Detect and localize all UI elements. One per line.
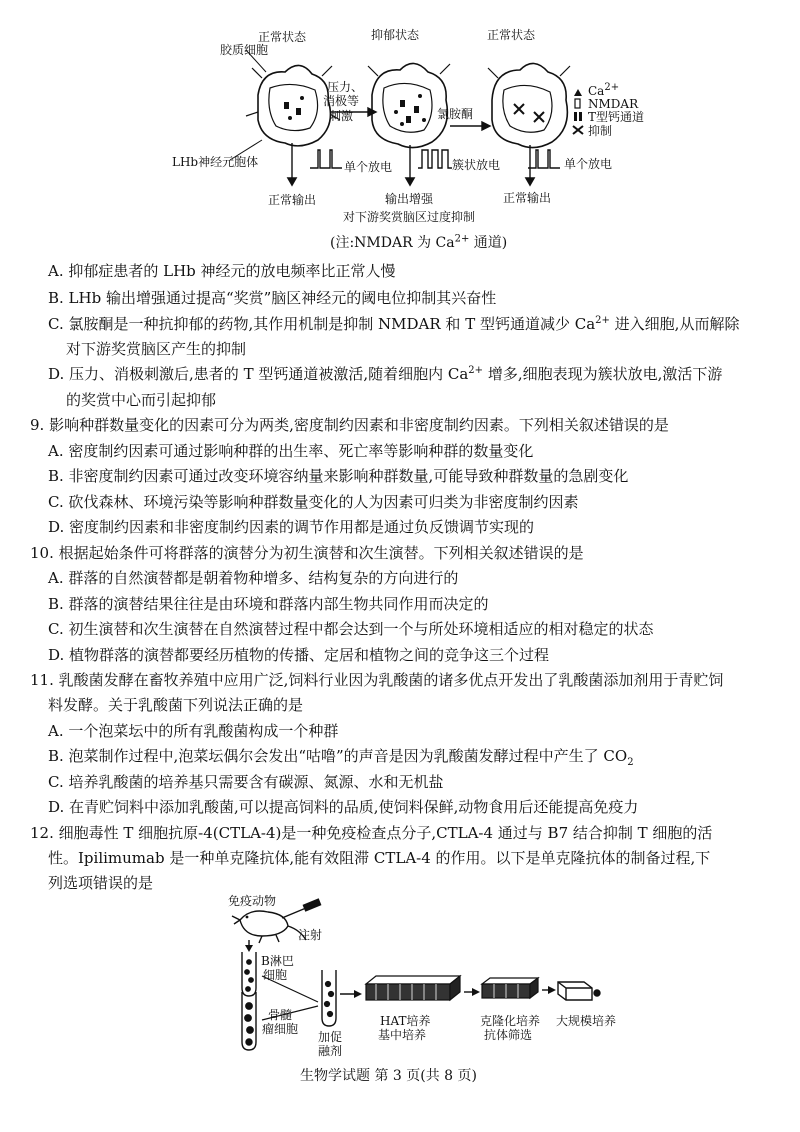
label-stimulus-3: 刺激 bbox=[329, 109, 354, 123]
label-state-normal-left: 正常状态 bbox=[258, 30, 307, 44]
label-immune-animal: 免疫动物 bbox=[228, 894, 277, 908]
q10-option-a: A. 群落的自然演替都是朝着物种增多、结构复杂的方向进行的 bbox=[48, 569, 459, 587]
plate-clone bbox=[482, 978, 538, 998]
label-fusion-2: 融剂 bbox=[318, 1044, 343, 1058]
syringe-icon bbox=[282, 899, 321, 918]
q12-stem-line3: 列选项错误的是 bbox=[48, 874, 154, 892]
label-single-discharge-2: 单个放电 bbox=[564, 157, 613, 171]
neuron-normal-left bbox=[246, 65, 340, 185]
legend-inhibit: 抑制 bbox=[588, 124, 613, 138]
label-clone-1: 克隆化培养 bbox=[480, 1014, 541, 1028]
legend-symbols bbox=[573, 89, 583, 134]
label-ketamine: 氯胺酮 bbox=[437, 107, 474, 121]
mouse-icon bbox=[232, 911, 306, 943]
q8-option-c-line2: 对下游奖赏脑区产生的抑制 bbox=[66, 340, 247, 358]
q10-stem: 10. 根据起始条件可将群落的演替分为初生演替和次生演替。下列相关叙述错误的是 bbox=[30, 544, 584, 562]
q10-option-c: C. 初生演替和次生演替在自然演替过程中都会达到一个与所处环境相适应的相对稳定的状态 bbox=[48, 620, 654, 638]
q11-option-b: B. 泡菜制作过程中,泡菜坛偶尔会发出“咕噜”的声音是因为乳酸菌发酵过程中产生了 $CO_2$ bbox=[48, 747, 634, 768]
ca-ion-icon bbox=[574, 89, 582, 96]
q12-stem-line2: 性。Ipilimumab 是一种单克隆抗体,能有效阻滞 CTLA-4 的作用。以下是单克隆抗体的制备过程,下 bbox=[48, 849, 711, 867]
q11-option-a: A. 一个泡菜坛中的所有乳酸菌构成一个种群 bbox=[48, 722, 339, 740]
label-single-discharge-1: 单个放电 bbox=[344, 160, 393, 174]
q11-stem-line1: 11. 乳酸菌发酵在畜牧养殖中应用广泛,饲料行业因为乳酸菌的诸多优点开发出了乳酸菌添加剂用于青贮饲 bbox=[30, 671, 724, 689]
q10-option-b: B. 群落的演替结果往往是由环境和群落内部生物共同作用而决定的 bbox=[48, 595, 489, 613]
neuron-normal-right bbox=[488, 63, 570, 185]
label-large-scale: 大规模培养 bbox=[556, 1014, 617, 1028]
plate-hat bbox=[366, 976, 460, 1000]
label-fusion-1: 加促 bbox=[318, 1030, 343, 1044]
q9-option-b: B. 非密度制约因素可通过改变环境容纳量来影响种群数量,可能导致种群数量的急剧变化 bbox=[48, 467, 629, 485]
q8-option-d-line1: D. 压力、消极刺激后,患者的 T 型钙通道被激活,随着细胞内 $Ca^{2+}$ 增多,细胞表现为簇状放电,激活下游 bbox=[48, 365, 723, 383]
q9-stem: 9. 影响种群数量变化的因素可分为两类,密度制约因素和非密度制约因素。下列相关叙述错误的是 bbox=[30, 416, 669, 434]
figure-lhb-neuron bbox=[0, 0, 800, 255]
legend-t-channel: T型钙通道 bbox=[588, 110, 645, 124]
q8-option-c-line1: C. 氯胺酮是一种抗抑郁的药物,其作用机制是抑制 NMDAR 和 T 型钙通道减少 $Ca^{2+}$ 进入细胞,从而解除 bbox=[48, 315, 740, 333]
legend-ca: $Ca^{2+}$ bbox=[588, 82, 620, 98]
label-b-cell-2: 细胞 bbox=[263, 968, 288, 982]
label-hat-2: 基中培养 bbox=[378, 1028, 427, 1042]
label-glial-cell: 胶质细胞 bbox=[220, 43, 269, 57]
label-lhb-soma: LHb神经元胞体 bbox=[172, 155, 259, 169]
figure-monoclonal-antibody bbox=[0, 890, 800, 1058]
spike-single-2 bbox=[528, 150, 560, 168]
label-stimulus-1: 压力、 bbox=[327, 80, 364, 94]
q11-option-d: D. 在青贮饲料中添加乳酸菌,可以提高饲料的品质,使饲料保鲜,动物食用后还能提高免疫力 bbox=[48, 798, 639, 816]
culture-flask-icon bbox=[558, 982, 600, 1000]
label-clone-2: 抗体筛选 bbox=[484, 1028, 533, 1042]
label-myeloma-1: 骨髓 bbox=[268, 1008, 293, 1022]
label-output-normal-right: 正常输出 bbox=[503, 191, 552, 205]
label-b-cell-1: B淋巴 bbox=[261, 954, 294, 968]
label-state-depressed: 抑郁状态 bbox=[371, 28, 420, 42]
nmdar-icon bbox=[575, 99, 580, 108]
spike-burst bbox=[418, 150, 452, 168]
figure1-note: (注:NMDAR 为 $Ca^{2+}$ 通道) bbox=[330, 233, 508, 251]
q8-option-a: A. 抑郁症患者的 LHb 神经元的放电频率比正常人慢 bbox=[48, 262, 396, 280]
q8-option-d-line2: 的奖赏中心而引起抑郁 bbox=[66, 391, 217, 409]
label-inject: 注射 bbox=[298, 928, 323, 942]
label-burst-discharge: 簇状放电 bbox=[452, 158, 501, 172]
tube-myeloma bbox=[242, 992, 256, 1050]
label-output-normal-left: 正常输出 bbox=[268, 193, 317, 207]
q8-option-b: B. LHb 输出增强通过提高“奖赏”脑区神经元的阈电位抑制其兴奋性 bbox=[48, 289, 497, 307]
q11-stem-line2: 料发酵。关于乳酸菌下列说法正确的是 bbox=[48, 696, 304, 714]
arrow-ketamine bbox=[450, 122, 490, 130]
t-channel-icon bbox=[574, 112, 577, 121]
label-myeloma-2: 瘤细胞 bbox=[262, 1022, 299, 1036]
q10-option-d: D. 植物群落的演替都要经历植物的传播、定居和植物之间的竞争这三个过程 bbox=[48, 646, 550, 664]
q11-option-c: C. 培养乳酸菌的培养基只需要含有碳源、氮源、水和无机盐 bbox=[48, 773, 444, 791]
q9-option-d: D. 密度制约因素和非密度制约因素的调节作用都是通过负反馈调节实现的 bbox=[48, 518, 535, 536]
label-output-enhanced: 输出增强 bbox=[385, 192, 434, 206]
label-hat-1: HAT培养 bbox=[380, 1014, 431, 1028]
tube-b-cells bbox=[242, 952, 256, 996]
q12-stem-line1: 12. 细胞毒性 T 细胞抗原-4(CTLA-4)是一种免疫检查点分子,CTLA-4 通过与 B7 结合抑制 T 细胞的活 bbox=[30, 824, 713, 842]
label-stimulus-2: 消极等 bbox=[323, 94, 360, 108]
label-reward-inhibition: 对下游奖赏脑区过度抑制 bbox=[343, 210, 476, 224]
label-state-normal-right: 正常状态 bbox=[487, 28, 536, 42]
inhibit-icon bbox=[573, 126, 583, 134]
tube-fusion bbox=[322, 970, 336, 1026]
spike-single-1 bbox=[310, 150, 342, 168]
legend-nmdar: NMDAR bbox=[588, 97, 639, 111]
q9-option-c: C. 砍伐森林、环境污染等影响种群数量变化的人为因素可归类为非密度制约因素 bbox=[48, 493, 579, 511]
q9-option-a: A. 密度制约因素可通过影响种群的出生率、死亡率等影响种群的数量变化 bbox=[48, 442, 534, 460]
page-footer: 生物学试题 第 3 页(共 8 页) bbox=[300, 1068, 477, 1084]
